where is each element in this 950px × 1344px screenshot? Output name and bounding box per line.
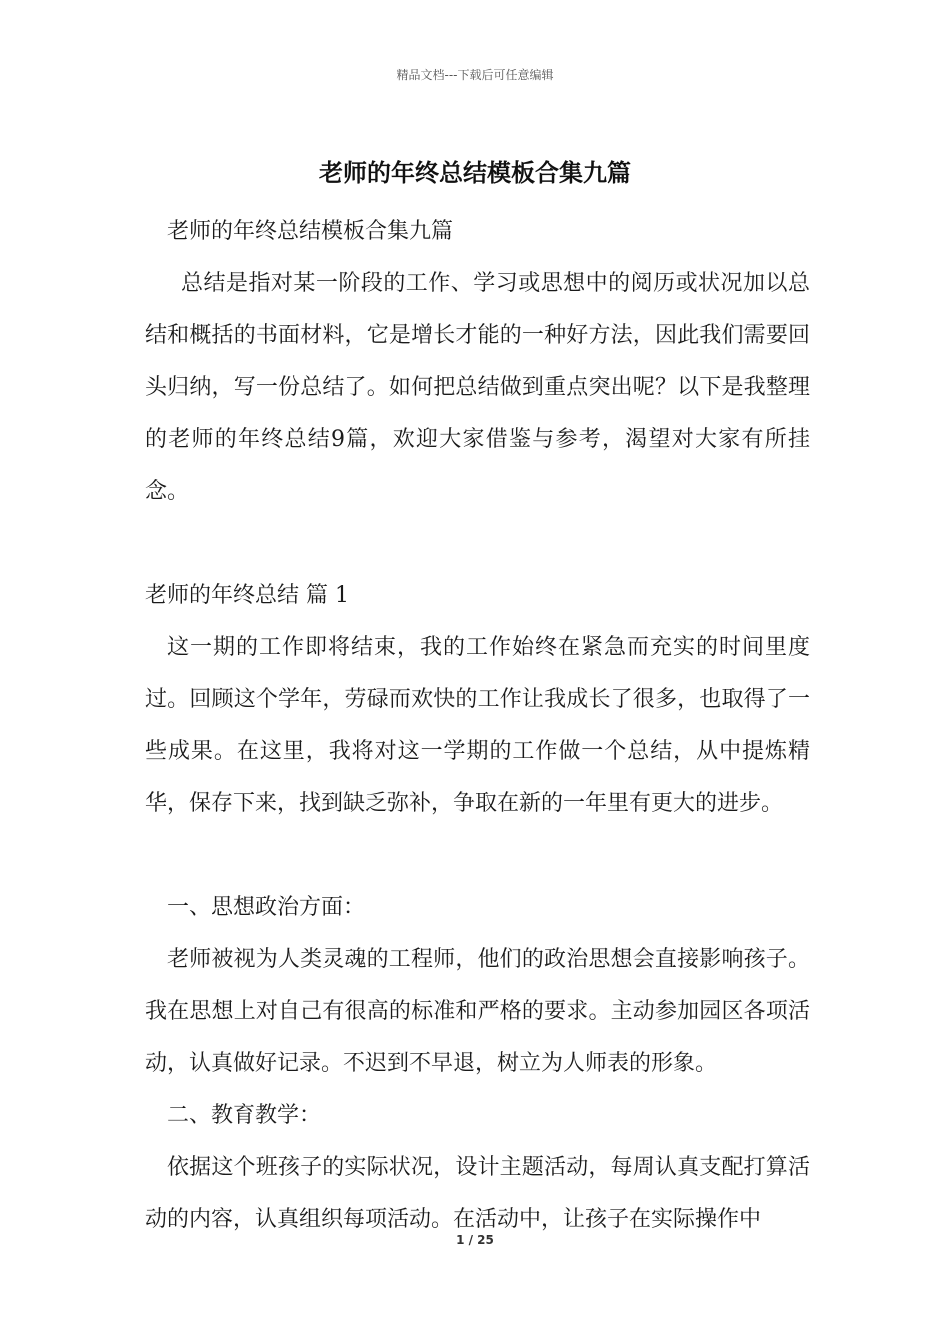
page-header: 精品文档---下载后可任意编辑: [396, 68, 554, 82]
part-heading-2: 二、教育教学：: [167, 1103, 322, 1128]
section-heading: 老师的年终总结 篇 1: [145, 583, 349, 608]
document-subtitle: 老师的年终总结模板合集九篇: [167, 219, 454, 244]
page-number: 1 / 25: [456, 1233, 494, 1247]
section-paragraph: 这一期的工作即将结束，我的工作始终在紧急而充实的时间里度过。回顾这个学年，劳碌而欢快的工作让我成长了很多，也取得了一些成果。在这里，我将对这一学期的工作做一个总结，从中提炼精华，保存下来，找到缺乏弥补，争取在新的一年里有更大的进步。: [145, 635, 810, 816]
paragraph-gap: [145, 518, 810, 570]
part-paragraph-1: 老师被视为人类灵魂的工程师，他们的政治思想会直接影响孩子。我在思想上对自己有很高的标准和严格的要求。主动参加园区各项活动，认真做好记录。不迟到不早退，树立为人师表的形象。: [145, 947, 810, 1076]
intro-paragraph: 总结是指对某一阶段的工作、学习或思想中的阅历或状况加以总结和概括的书面材料，它是增长才能的一种好方法，因此我们需要回头归纳，写一份总结了。如何把总结做到重点突出呢？以下是我整理的老师的年终总结9篇，欢迎大家借鉴与参考，渴望对大家有所挂念。: [145, 271, 810, 504]
document-body: [145, 206, 810, 1246]
part-paragraph-2: 依据这个班孩子的实际状况，设计主题活动，每周认真支配打算活动的内容，认真组织每项活动。在活动中，让孩子在实际操作中: [145, 1155, 810, 1232]
document-title: 老师的年终总结模板合集九篇: [319, 159, 631, 187]
paragraph-gap: [145, 830, 810, 882]
part-heading-1: 一、思想政治方面：: [167, 895, 366, 920]
